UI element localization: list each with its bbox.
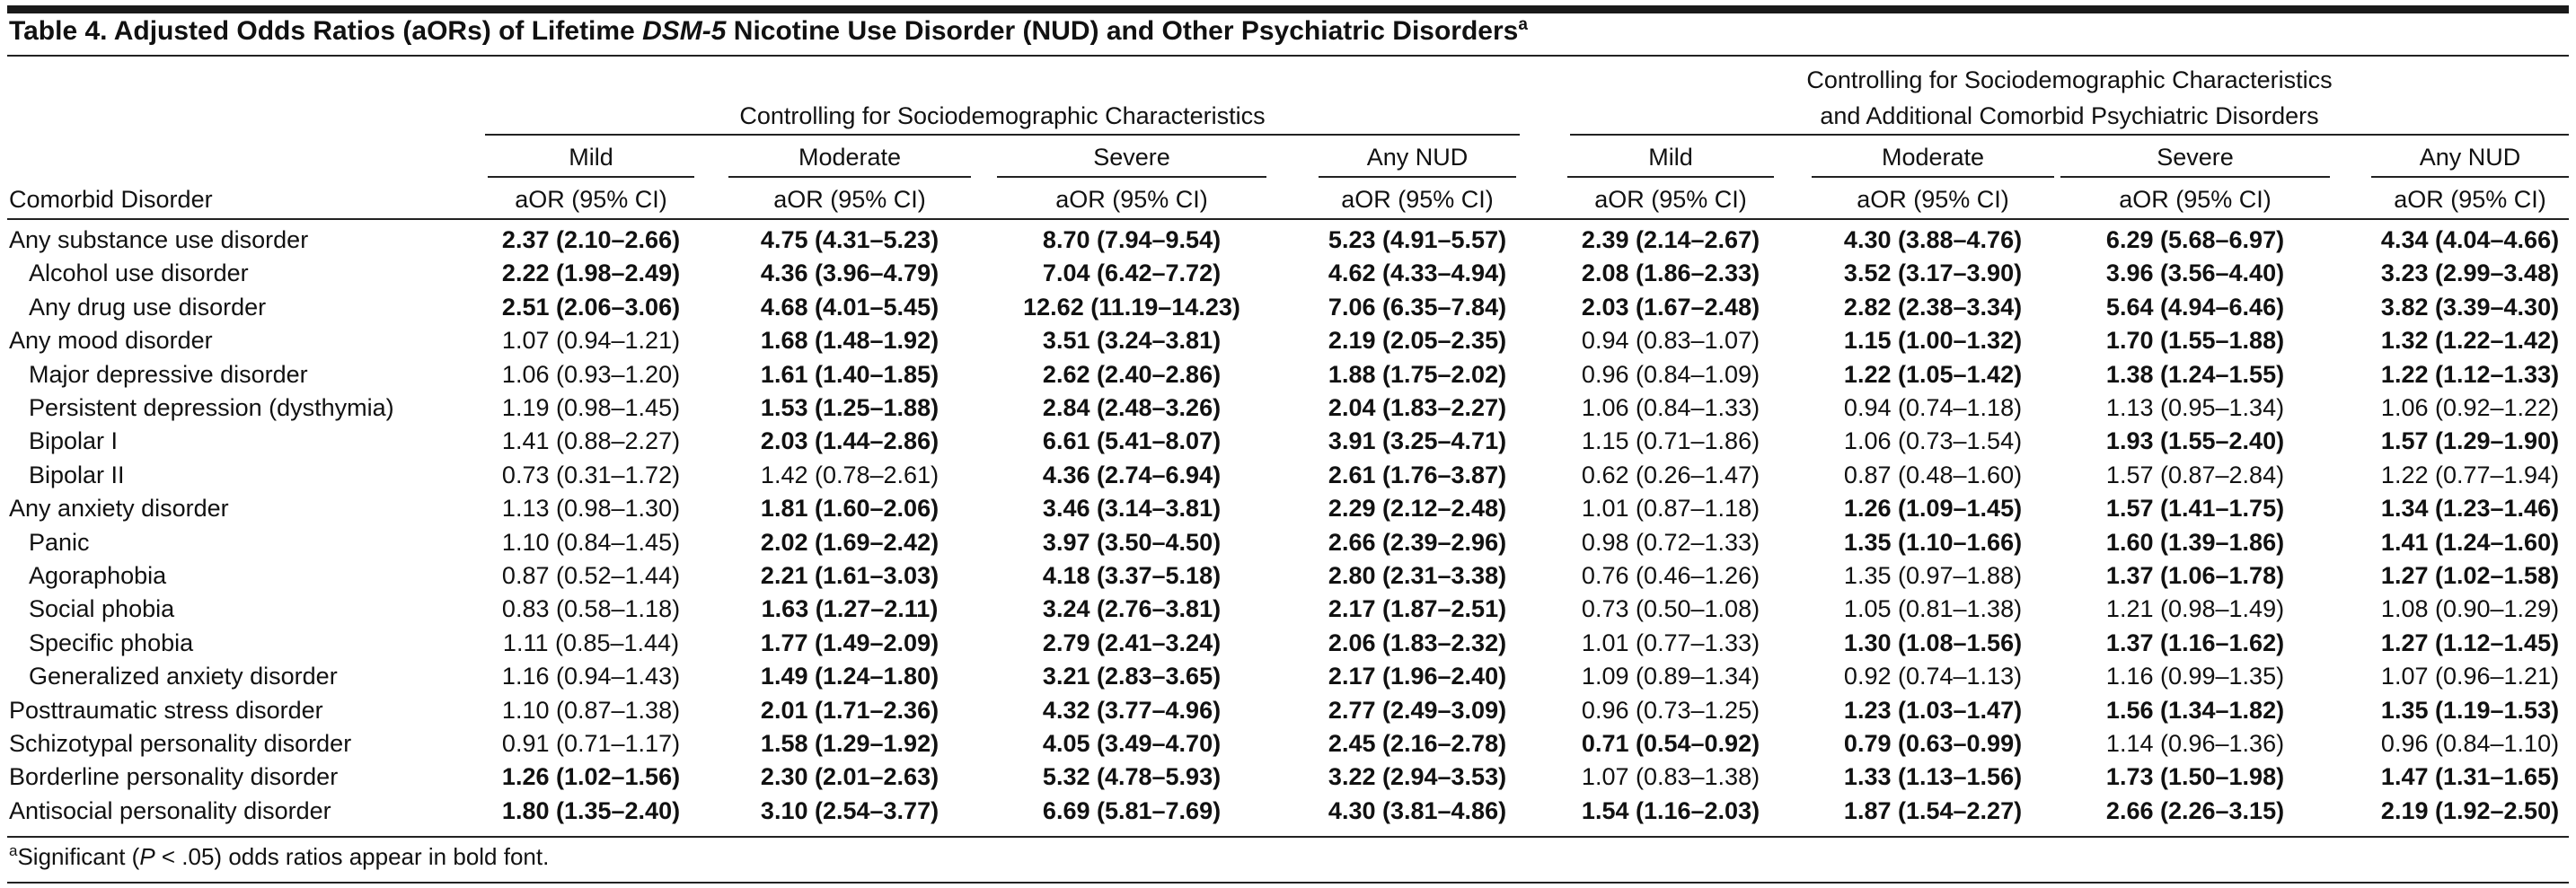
table-cell: 0.96 (0.73–1.25) xyxy=(1581,696,1760,724)
row-label: Social phobia xyxy=(29,595,175,623)
table-cell: 4.68 (4.01–5.45) xyxy=(760,293,940,321)
stat-label: aOR (95% CI) xyxy=(1341,186,1494,213)
table-cell: 0.92 (0.74–1.13) xyxy=(1843,663,2023,690)
table-cell: 1.32 (1.22–1.42) xyxy=(2380,327,2560,355)
table-cell: 1.57 (0.87–2.84) xyxy=(2105,461,2285,488)
column-subheader: Mild xyxy=(1648,144,1693,171)
table-cell: 1.16 (0.94–1.43) xyxy=(501,663,681,690)
column-subheader: Severe xyxy=(2157,144,2234,171)
table-cell: 2.62 (2.40–2.86) xyxy=(1042,360,1222,388)
table-cell: 1.80 (1.35–2.40) xyxy=(501,796,681,824)
footer-rule xyxy=(7,882,2569,884)
table-cell: 1.01 (0.77–1.33) xyxy=(1581,629,1760,656)
column-subheader: Severe xyxy=(1093,144,1170,171)
table-cell: 0.73 (0.31–1.72) xyxy=(501,461,681,488)
title-underline xyxy=(7,55,2569,57)
column-subheader-rule xyxy=(488,176,694,178)
table-cell: 1.57 (1.41–1.75) xyxy=(2105,495,2285,523)
table-cell: 3.91 (3.25–4.71) xyxy=(1328,427,1507,455)
table-cell: 1.05 (0.81–1.38) xyxy=(1843,595,2023,623)
table-cell: 2.22 (1.98–2.49) xyxy=(501,259,681,287)
group1-rule xyxy=(485,134,1520,136)
table-cell: 0.96 (0.84–1.09) xyxy=(1581,360,1760,388)
group2-header-line1: Controlling for Sociodemographic Characteristics xyxy=(1806,66,2333,93)
footnote-italic: P xyxy=(139,843,155,870)
table-cell: 4.05 (3.49–4.70) xyxy=(1042,730,1222,757)
row-label: Borderline personality disorder xyxy=(9,763,339,791)
table-cell: 1.41 (1.24–1.60) xyxy=(2380,528,2560,556)
table-cell: 1.77 (1.49–2.09) xyxy=(760,629,940,656)
table-cell: 1.41 (0.88–2.27) xyxy=(501,427,681,455)
top-rule xyxy=(7,5,2569,13)
row-label: Panic xyxy=(29,528,90,556)
row-header-label: Comorbid Disorder xyxy=(9,186,213,213)
table-cell: 1.16 (0.99–1.35) xyxy=(2105,663,2285,690)
table-cell: 3.23 (2.99–3.48) xyxy=(2380,259,2560,287)
table-cell: 1.07 (0.96–1.21) xyxy=(2380,663,2560,690)
table-cell: 2.06 (1.83–2.32) xyxy=(1328,629,1507,656)
table-cell: 2.01 (1.71–2.36) xyxy=(760,696,940,724)
table-cell: 0.76 (0.46–1.26) xyxy=(1581,562,1760,589)
table-cell: 1.81 (1.60–2.06) xyxy=(760,495,940,523)
group2-header-line2: and Additional Comorbid Psychiatric Disorders xyxy=(1820,102,2319,129)
stat-label: aOR (95% CI) xyxy=(515,186,667,213)
table-cell: 2.30 (2.01–2.63) xyxy=(760,763,940,791)
group1-header: Controlling for Sociodemographic Characteristics xyxy=(739,102,1266,129)
table-cell: 2.84 (2.48–3.26) xyxy=(1042,394,1222,421)
table-cell: 2.80 (2.31–3.38) xyxy=(1328,562,1507,589)
column-subheader: Moderate xyxy=(798,144,902,171)
table-cell: 2.82 (2.38–3.34) xyxy=(1843,293,2023,321)
table-cell: 4.75 (4.31–5.23) xyxy=(760,226,940,253)
table-cell: 1.06 (0.73–1.54) xyxy=(1843,427,2023,455)
table-cell: 1.11 (0.85–1.44) xyxy=(502,629,680,656)
table-cell: 1.70 (1.55–1.88) xyxy=(2105,327,2285,355)
footnote-mark: a xyxy=(9,842,18,859)
table-cell: 4.30 (3.88–4.76) xyxy=(1843,226,2023,253)
table-cell: 1.57 (1.29–1.90) xyxy=(2380,427,2560,455)
table-cell: 8.70 (7.94–9.54) xyxy=(1042,226,1222,253)
table-cell: 1.26 (1.02–1.56) xyxy=(501,763,681,791)
table-cell: 1.37 (1.06–1.78) xyxy=(2105,562,2285,589)
table-cell: 1.33 (1.13–1.56) xyxy=(1843,763,2023,791)
table-cell: 3.10 (2.54–3.77) xyxy=(760,796,940,824)
table-cell: 2.19 (1.92–2.50) xyxy=(2380,796,2560,824)
table-cell: 0.87 (0.52–1.44) xyxy=(501,562,681,589)
table-cell: 1.35 (0.97–1.88) xyxy=(1843,562,2023,589)
table-cell: 1.10 (0.87–1.38) xyxy=(501,696,681,724)
table-cell: 3.46 (3.14–3.81) xyxy=(1042,495,1222,523)
table-cell: 1.27 (1.12–1.45) xyxy=(2380,629,2560,656)
stat-label: aOR (95% CI) xyxy=(1594,186,1747,213)
table-cell: 1.19 (0.98–1.45) xyxy=(501,394,681,421)
row-label: Persistent depression (dysthymia) xyxy=(29,394,394,421)
table-cell: 7.04 (6.42–7.72) xyxy=(1042,259,1222,287)
table-cell: 0.98 (0.72–1.33) xyxy=(1581,528,1760,556)
stat-label: aOR (95% CI) xyxy=(1055,186,1208,213)
table-cell: 2.19 (2.05–2.35) xyxy=(1328,327,1507,355)
table-cell: 5.23 (4.91–5.57) xyxy=(1328,226,1507,253)
table-cell: 1.88 (1.75–2.02) xyxy=(1328,360,1507,388)
table-cell: 1.15 (0.71–1.86) xyxy=(1581,427,1760,455)
table-cell: 3.22 (2.94–3.53) xyxy=(1328,763,1507,791)
table-cell: 1.15 (1.00–1.32) xyxy=(1843,327,2023,355)
table-cell: 2.37 (2.10–2.66) xyxy=(501,226,681,253)
table-cell: 2.39 (2.14–2.67) xyxy=(1581,226,1760,253)
table-cell: 2.61 (1.76–3.87) xyxy=(1328,461,1507,488)
table-cell: 1.07 (0.83–1.38) xyxy=(1581,763,1760,791)
table-cell: 1.63 (1.27–2.11) xyxy=(761,595,939,623)
table-cell: 3.82 (3.39–4.30) xyxy=(2380,293,2560,321)
table-cell: 2.02 (1.69–2.42) xyxy=(760,528,940,556)
title-prefix: Table 4. Adjusted Odds Ratios (aORs) of Lifetime xyxy=(9,16,643,46)
table-cell: 3.51 (3.24–3.81) xyxy=(1042,327,1222,355)
table-cell: 0.62 (0.26–1.47) xyxy=(1581,461,1760,488)
row-label: Any mood disorder xyxy=(9,327,213,355)
column-subheader-rule xyxy=(728,176,971,178)
table-cell: 5.64 (4.94–6.46) xyxy=(2105,293,2285,321)
table-cell: 1.06 (0.92–1.22) xyxy=(2380,394,2560,421)
table-cell: 3.21 (2.83–3.65) xyxy=(1042,663,1222,690)
row-label: Antisocial personality disorder xyxy=(9,796,331,824)
table-cell: 12.62 (11.19–14.23) xyxy=(1023,293,1240,321)
row-label: Bipolar I xyxy=(29,427,119,455)
table-cell: 1.10 (0.84–1.45) xyxy=(501,528,681,556)
row-label: Agoraphobia xyxy=(29,562,167,589)
table-cell: 2.79 (2.41–3.24) xyxy=(1042,629,1222,656)
table-cell: 2.17 (1.87–2.51) xyxy=(1328,595,1507,623)
stat-label: aOR (95% CI) xyxy=(2394,186,2546,213)
table-cell: 1.60 (1.39–1.86) xyxy=(2105,528,2285,556)
table-cell: 4.36 (2.74–6.94) xyxy=(1042,461,1222,488)
table-cell: 2.77 (2.49–3.09) xyxy=(1328,696,1507,724)
table-cell: 1.61 (1.40–1.85) xyxy=(760,360,940,388)
table-cell: 1.58 (1.29–1.92) xyxy=(760,730,940,757)
table-cell: 1.07 (0.94–1.21) xyxy=(501,327,681,355)
table-cell: 2.51 (2.06–3.06) xyxy=(501,293,681,321)
row-label: Any anxiety disorder xyxy=(9,495,229,523)
column-subheader-rule xyxy=(2060,176,2330,178)
header-bottom-rule xyxy=(7,218,2569,220)
table-cell: 1.35 (1.10–1.66) xyxy=(1843,528,2023,556)
table-cell: 1.30 (1.08–1.56) xyxy=(1843,629,2023,656)
table-cell: 4.34 (4.04–4.66) xyxy=(2380,226,2560,253)
column-subheader-rule xyxy=(2371,176,2569,178)
title-suffix: Nicotine Use Disorder (NUD) and Other Psychiatric Disorders xyxy=(726,16,1519,46)
table-cell: 2.17 (1.96–2.40) xyxy=(1328,663,1507,690)
table-cell: 0.83 (0.58–1.18) xyxy=(501,595,681,623)
row-label: Major depressive disorder xyxy=(29,360,308,388)
table-cell: 1.23 (1.03–1.47) xyxy=(1843,696,2023,724)
footnote-suffix: < .05) odds ratios appear in bold font. xyxy=(154,843,550,870)
stat-label: aOR (95% CI) xyxy=(773,186,926,213)
table-cell: 1.08 (0.90–1.29) xyxy=(2380,595,2560,623)
column-subheader-rule xyxy=(1567,176,1774,178)
column-subheader-rule xyxy=(1812,176,2054,178)
table-cell: 3.96 (3.56–4.40) xyxy=(2105,259,2285,287)
table-cell: 1.34 (1.23–1.46) xyxy=(2380,495,2560,523)
table-cell: 1.22 (0.77–1.94) xyxy=(2380,461,2560,488)
table-cell: 2.03 (1.44–2.86) xyxy=(760,427,940,455)
table-cell: 3.97 (3.50–4.50) xyxy=(1042,528,1222,556)
table-cell: 0.79 (0.63–0.99) xyxy=(1843,730,2023,757)
table-cell: 1.35 (1.19–1.53) xyxy=(2380,696,2560,724)
table-cell: 2.66 (2.26–3.15) xyxy=(2105,796,2285,824)
table-cell: 0.94 (0.83–1.07) xyxy=(1581,327,1760,355)
row-label: Alcohol use disorder xyxy=(29,259,249,287)
table-cell: 2.45 (2.16–2.78) xyxy=(1328,730,1507,757)
table-cell: 6.61 (5.41–8.07) xyxy=(1042,427,1222,455)
table-cell: 2.29 (2.12–2.48) xyxy=(1328,495,1507,523)
table-cell: 1.06 (0.93–1.20) xyxy=(501,360,681,388)
title-footnote-mark: a xyxy=(1518,15,1528,34)
table-cell: 1.13 (0.98–1.30) xyxy=(501,495,681,523)
column-subheader: Any NUD xyxy=(2419,144,2521,171)
table-cell: 1.73 (1.50–1.98) xyxy=(2105,763,2285,791)
table-cell: 1.87 (1.54–2.27) xyxy=(1843,796,2023,824)
table-cell: 1.68 (1.48–1.92) xyxy=(760,327,940,355)
row-label: Bipolar II xyxy=(29,461,125,488)
table-cell: 1.01 (0.87–1.18) xyxy=(1581,495,1760,523)
table-cell: 0.73 (0.50–1.08) xyxy=(1581,595,1760,623)
table-cell: 0.91 (0.71–1.17) xyxy=(501,730,681,757)
row-label: Any drug use disorder xyxy=(29,293,267,321)
table-bottom-rule xyxy=(7,836,2569,838)
table-cell: 4.18 (3.37–5.18) xyxy=(1042,562,1222,589)
table-cell: 1.53 (1.25–1.88) xyxy=(760,394,940,421)
table-cell: 1.13 (0.95–1.34) xyxy=(2105,394,2285,421)
table-cell: 4.30 (3.81–4.86) xyxy=(1328,796,1507,824)
table-cell: 2.08 (1.86–2.33) xyxy=(1581,259,1760,287)
stat-label: aOR (95% CI) xyxy=(2119,186,2272,213)
table-title xyxy=(9,16,1528,47)
footnote-prefix: Significant ( xyxy=(17,843,140,870)
row-label: Specific phobia xyxy=(29,629,194,656)
table-cell: 1.26 (1.09–1.45) xyxy=(1843,495,2023,523)
group2-rule xyxy=(1570,134,2569,136)
table-cell: 4.62 (4.33–4.94) xyxy=(1328,259,1507,287)
column-subheader: Any NUD xyxy=(1366,144,1469,171)
table-cell: 1.49 (1.24–1.80) xyxy=(760,663,940,690)
column-subheader-rule xyxy=(997,176,1266,178)
table-cell: 0.87 (0.48–1.60) xyxy=(1843,461,2023,488)
stat-label: aOR (95% CI) xyxy=(1857,186,2009,213)
table-footnote xyxy=(9,843,549,871)
row-label: Posttraumatic stress disorder xyxy=(9,696,323,724)
table-cell: 6.29 (5.68–6.97) xyxy=(2105,226,2285,253)
table-cell: 2.21 (1.61–3.03) xyxy=(760,562,940,589)
column-subheader: Moderate xyxy=(1881,144,1985,171)
table-cell: 0.94 (0.74–1.18) xyxy=(1843,394,2023,421)
table-cell: 6.69 (5.81–7.69) xyxy=(1042,796,1222,824)
table-cell: 0.96 (0.84–1.10) xyxy=(2380,730,2560,757)
table-cell: 2.03 (1.67–2.48) xyxy=(1581,293,1760,321)
table-cell: 1.93 (1.55–2.40) xyxy=(2105,427,2285,455)
table-cell: 3.24 (2.76–3.81) xyxy=(1042,595,1222,623)
table-cell: 2.66 (2.39–2.96) xyxy=(1328,528,1507,556)
table-cell: 1.27 (1.02–1.58) xyxy=(2380,562,2560,589)
table-cell: 4.36 (3.96–4.79) xyxy=(760,259,940,287)
table-cell: 5.32 (4.78–5.93) xyxy=(1042,763,1222,791)
table-cell: 1.42 (0.78–2.61) xyxy=(760,461,940,488)
column-subheader-rule xyxy=(1319,176,1516,178)
table-cell: 0.71 (0.54–0.92) xyxy=(1581,730,1760,757)
table-cell: 1.09 (0.89–1.34) xyxy=(1581,663,1760,690)
table-cell: 1.38 (1.24–1.55) xyxy=(2105,360,2285,388)
table-cell: 1.14 (0.96–1.36) xyxy=(2105,730,2285,757)
column-subheader: Mild xyxy=(569,144,613,171)
row-label: Generalized anxiety disorder xyxy=(29,663,338,690)
row-label: Any substance use disorder xyxy=(9,226,309,253)
table-cell: 7.06 (6.35–7.84) xyxy=(1328,293,1507,321)
table-cell: 1.37 (1.16–1.62) xyxy=(2105,629,2285,656)
table-cell: 2.04 (1.83–2.27) xyxy=(1328,394,1507,421)
table-cell: 1.47 (1.31–1.65) xyxy=(2380,763,2560,791)
row-label: Schizotypal personality disorder xyxy=(9,730,352,757)
table-cell: 1.06 (0.84–1.33) xyxy=(1581,394,1760,421)
table-cell: 3.52 (3.17–3.90) xyxy=(1843,259,2023,287)
table-cell: 1.21 (0.98–1.49) xyxy=(2105,595,2285,623)
table-cell: 1.22 (1.05–1.42) xyxy=(1843,360,2023,388)
table-cell: 1.54 (1.16–2.03) xyxy=(1581,796,1760,824)
table-cell: 1.22 (1.12–1.33) xyxy=(2380,360,2560,388)
title-italic: DSM-5 xyxy=(642,16,727,46)
table-cell: 1.56 (1.34–1.82) xyxy=(2105,696,2285,724)
table-cell: 4.32 (3.77–4.96) xyxy=(1042,696,1222,724)
